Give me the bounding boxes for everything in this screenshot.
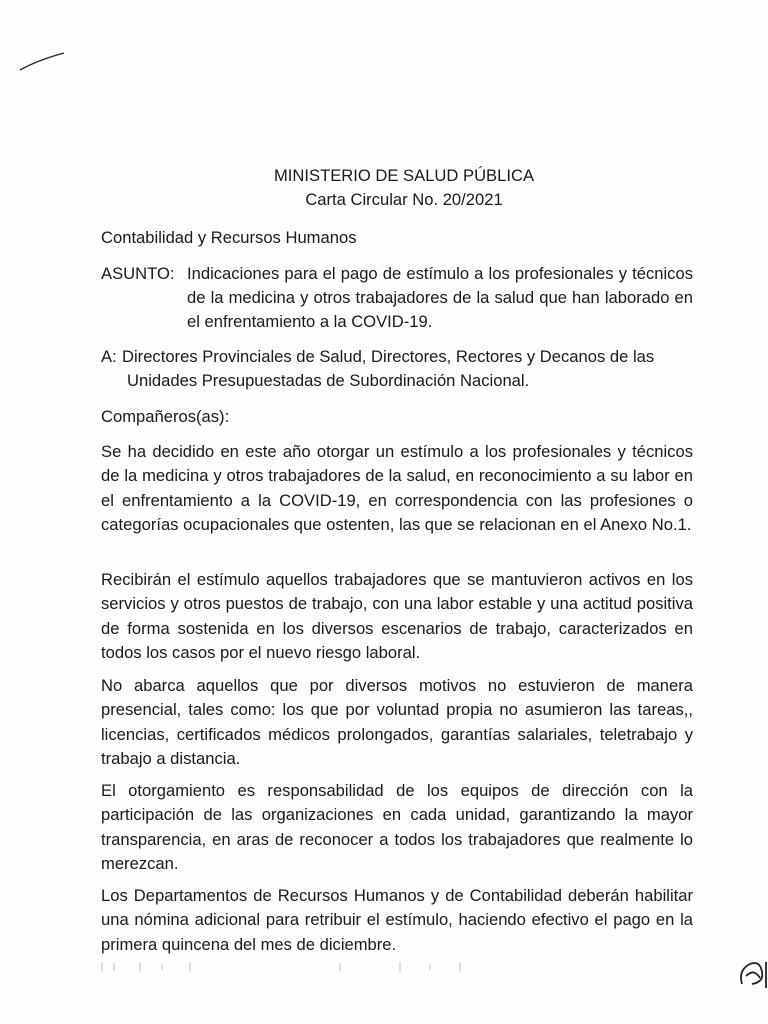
- addressee-line-2: Unidades Presupuestadas de Subordinación Nacional.: [127, 371, 530, 390]
- salutation: Compañeros(as):: [101, 407, 230, 426]
- scan-artifact: [100, 958, 480, 976]
- subject-text: Indicaciones para el pago de estímulo a los profesionales y técnicos de la medicina y otros trabajadores de la salud que han laborado en el enfrentamiento a la COVID-19.: [187, 264, 693, 331]
- subject-label: ASUNTO:: [101, 264, 175, 283]
- addressee-label: A:: [101, 347, 117, 366]
- document-header: [0, 164, 768, 212]
- circular-number: Carta Circular No. 20/2021: [305, 190, 503, 209]
- paragraph-5: Los Departamentos de Recursos Humanos y de Contabilidad deberán habilitar una nómina adicional para retribuir el estímulo, haciendo efectivo el pago en la primera quincena del mes de diciembre.: [101, 886, 693, 954]
- paragraph-4: El otorgamiento es responsabilidad de los equipos de dirección con la participación de las organizaciones en cada unidad, garantizando la mayor transparencia, en aras de reconocer a todos los trabajadores que realmente lo merezcan.: [101, 781, 693, 874]
- addressee-line-1: Directores Provinciales de Salud, Directores, Rectores y Decanos de las: [122, 347, 655, 366]
- paragraph-2: Recibirán el estímulo aquellos trabajadores que se mantuvieron activos en los servicios y otros puestos de trabajo, con una labor estable y una actitud positiva de forma sostenida en los diversos escenarios de trabajo, caracterizados en todos los casos por el nuevo riesgo laboral.: [101, 570, 693, 663]
- department-line: Contabilidad y Recursos Humanos: [101, 228, 357, 247]
- paragraph-3: No abarca aquellos que por diversos motivos no estuvieron de manera presencial, tales como: los que por voluntad propia no asumieron las tareas,, licencias, certificados médicos prolongados, garantías salariales, teletrabajo y trabajo a distancia.: [101, 676, 693, 769]
- ministry-title: MINISTERIO DE SALUD PÚBLICA: [273, 166, 535, 185]
- scribble-mark: [736, 950, 768, 990]
- paragraph-1: Se ha decidido en este año otorgar un estímulo a los profesionales y técnicos de la medicina y otros trabajadores de la salud, en reconocimiento a su labor en el enfrentamiento a la COVID-19, en correspondencia con las profesiones o categorías ocupacionales que ostenten, las que se relacionan en el Anexo No.1.: [101, 442, 693, 535]
- pen-stroke-mark: [18, 50, 66, 72]
